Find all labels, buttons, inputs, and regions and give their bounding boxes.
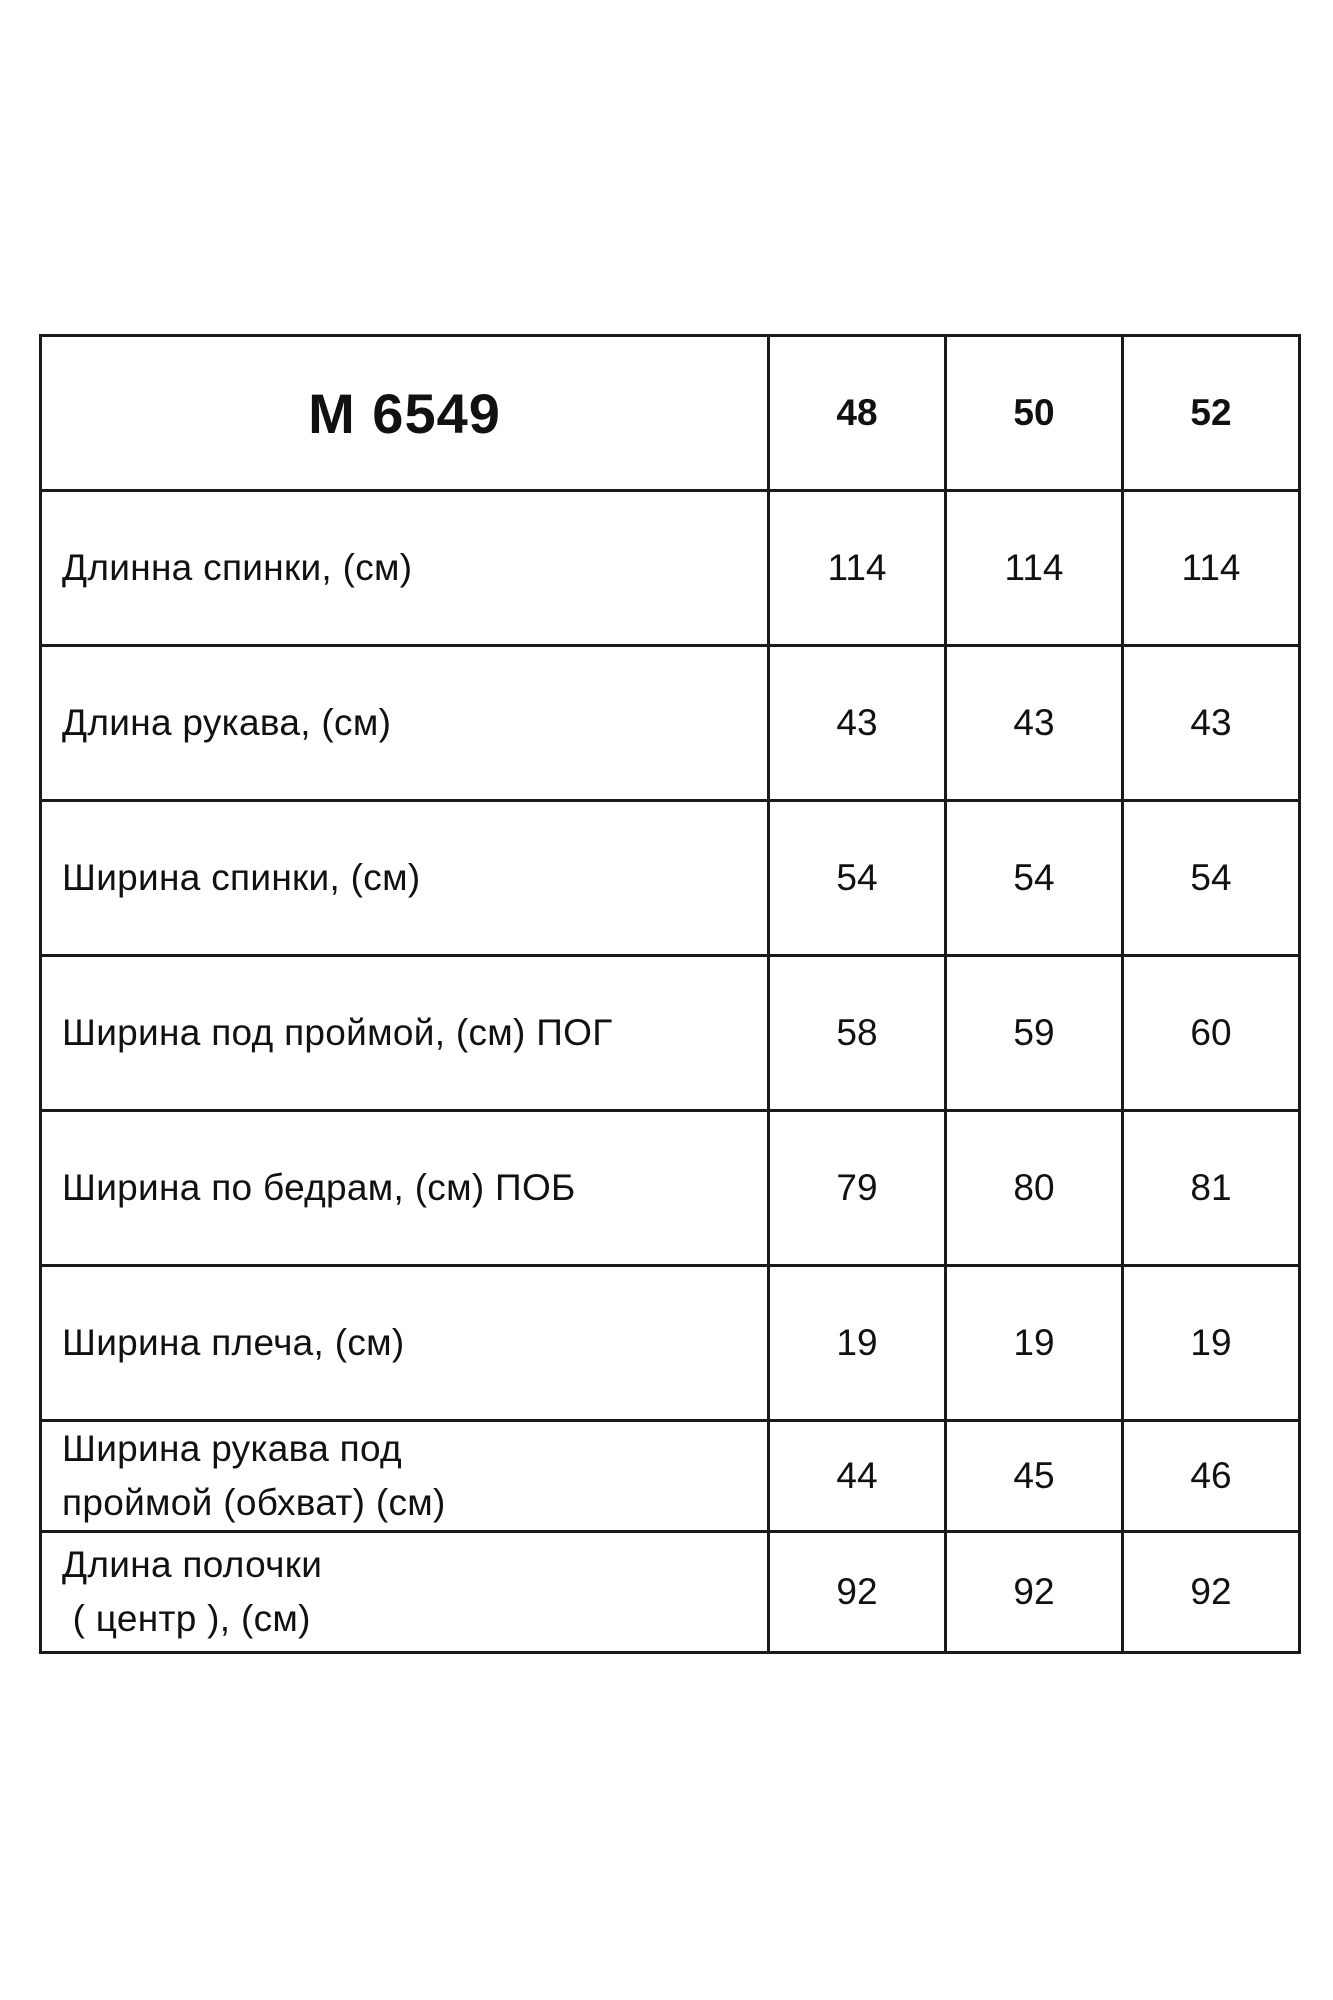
- measurement-label: Длина рукава, (см): [41, 646, 769, 801]
- size-header: 48: [769, 336, 946, 491]
- measurement-label: Ширина под проймой, (см) ПОГ: [41, 956, 769, 1111]
- table-row: [41, 1532, 1300, 1653]
- measurement-value: 92: [946, 1532, 1123, 1653]
- measurement-label: Ширина плеча, (см): [41, 1266, 769, 1421]
- size-chart-table: [39, 334, 1301, 1654]
- size-header: 50: [946, 336, 1123, 491]
- measurement-value: 44: [769, 1421, 946, 1532]
- measurement-value: 81: [1123, 1111, 1300, 1266]
- measurement-value: 46: [1123, 1421, 1300, 1532]
- measurement-value: 19: [1123, 1266, 1300, 1421]
- measurement-value: 80: [946, 1111, 1123, 1266]
- measurement-value: 54: [1123, 801, 1300, 956]
- measurement-value: 54: [946, 801, 1123, 956]
- measurement-value: 45: [946, 1421, 1123, 1532]
- measurement-value: 79: [769, 1111, 946, 1266]
- model-number: М 6549: [41, 336, 769, 491]
- measurement-label: Длинна спинки, (см): [41, 491, 769, 646]
- measurement-value: 43: [769, 646, 946, 801]
- measurement-label: Длина полочки ( центр ), (см): [41, 1532, 769, 1653]
- table-row: [41, 1111, 1300, 1266]
- measurement-value: 43: [946, 646, 1123, 801]
- measurement-value: 92: [769, 1532, 946, 1653]
- table-header-row: [41, 336, 1300, 491]
- table-row: [41, 491, 1300, 646]
- measurement-value: 19: [769, 1266, 946, 1421]
- measurement-label: Ширина рукава под проймой (обхват) (см): [41, 1421, 769, 1532]
- measurement-value: 58: [769, 956, 946, 1111]
- measurement-value: 114: [1123, 491, 1300, 646]
- measurement-value: 54: [769, 801, 946, 956]
- measurement-value: 59: [946, 956, 1123, 1111]
- measurement-label: Ширина спинки, (см): [41, 801, 769, 956]
- table-row: [41, 801, 1300, 956]
- table-row: [41, 1266, 1300, 1421]
- measurement-value: 114: [946, 491, 1123, 646]
- measurement-value: 92: [1123, 1532, 1300, 1653]
- measurement-label: Ширина по бедрам, (см) ПОБ: [41, 1111, 769, 1266]
- measurement-value: 19: [946, 1266, 1123, 1421]
- measurement-value: 114: [769, 491, 946, 646]
- table-row: [41, 956, 1300, 1111]
- table-row: [41, 1421, 1300, 1532]
- table-row: [41, 646, 1300, 801]
- measurement-value: 43: [1123, 646, 1300, 801]
- measurement-value: 60: [1123, 956, 1300, 1111]
- size-header: 52: [1123, 336, 1300, 491]
